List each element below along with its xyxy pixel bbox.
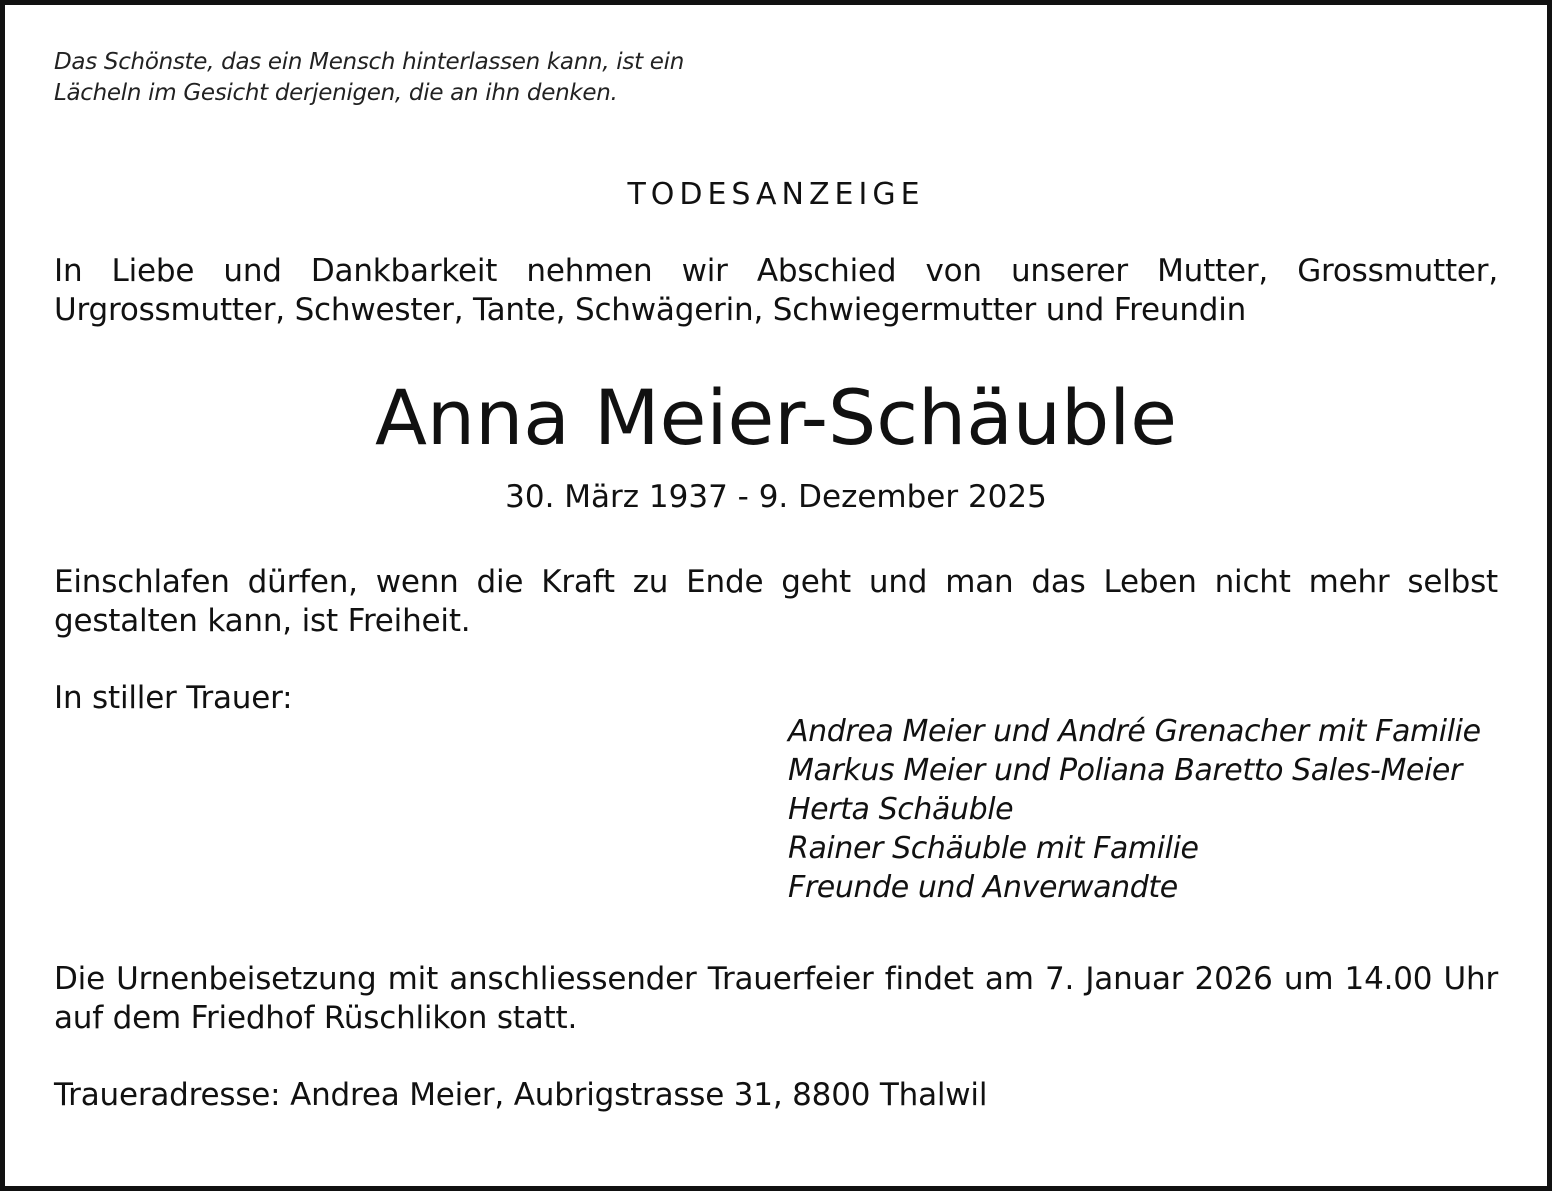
verse-text: Einschlafen dürfen, wenn die Kraft zu Ende geht und man das Leben nicht mehr selbst gestalten kann, ist Freiheit. <box>54 564 1498 639</box>
quote-line: Lächeln im Gesicht derjenigen, die an ihn denken. <box>54 80 618 106</box>
mourner-name: Markus Meier und Poliana Baretto Sales-Meier <box>788 753 1462 788</box>
notice-heading: TODESANZEIGE <box>627 177 925 212</box>
deceased-name: Anna Meier-Schäuble <box>374 373 1178 462</box>
ceremony-text: Die Urnenbeisetzung mit anschliessender Trauerfeier findet am 7. Januar 2026 um 14.00 Uhr auf dem Friedhof Rüschlikon statt. <box>54 961 1498 1036</box>
mourner-name: Andrea Meier und André Grenacher mit Familie <box>788 714 1481 749</box>
memorial-quote <box>54 47 684 109</box>
intro-text: In Liebe und Dankbarkeit nehmen wir Abschied von unserer Mutter, Grossmutter, Urgrossmutter, Schwester, Tante, Schwägerin, Schwiegermutter und Freundin <box>54 253 1498 328</box>
mourner-name: Herta Schäuble <box>788 792 1014 827</box>
mourning-label: In stiller Trauer: <box>54 680 293 716</box>
mourning-address: Traueradresse: Andrea Meier, Aubrigstrasse 31, 8800 Thalwil <box>54 1077 988 1113</box>
life-dates: 30. März 1937 - 9. Dezember 2025 <box>505 479 1047 515</box>
mourner-name: Rainer Schäuble mit Familie <box>788 831 1199 866</box>
mourner-list <box>788 712 1481 907</box>
quote-line: Das Schönste, das ein Mensch hinterlassen kann, ist ein <box>54 49 685 75</box>
mourner-name: Freunde und Anverwandte <box>788 870 1178 905</box>
